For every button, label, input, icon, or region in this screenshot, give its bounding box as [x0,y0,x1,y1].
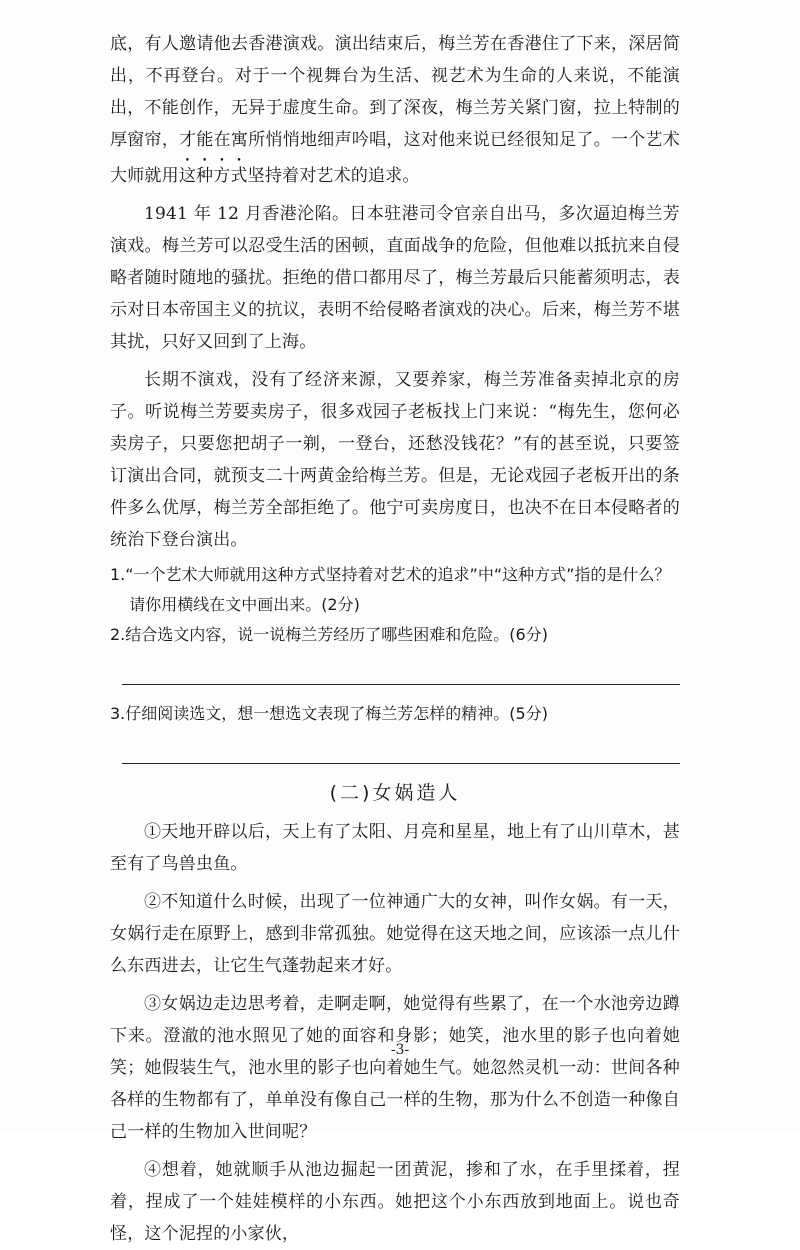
passage-paragraph-2: 1941 年 12 月香港沦陷。日本驻港司令官亲自出马，多次逼迫梅兰芳演戏。梅兰芳可以忍受生活的困顿，直面战争的危险，但他难以抵抗来自侵略者随时随地的骚扰。拒绝的借口都用尽了，梅兰芳最后只能蓄须明志，表示对日本帝国主义的抗议，表明不给侵略者演戏的决心。后来，梅兰芳不堪其扰，只好又回到了上海。 [110,204,680,352]
section-paragraph-2: ②不知道什么时候，出现了一位神通广大的女神，叫作女娲。有一天，女娲行走在原野上，感到非常孤独。她觉得在这天地之间，应该添一点儿什么东西进去，让它生气蓬勃起来才好。 [110,892,680,976]
emphasized-phrase: 这种方式 [178,166,248,186]
question-3: 3.仔细阅读选文，想一想选文表现了梅兰芳怎样的精神。(5分) [110,704,548,723]
question-2: 2.结合选文内容，说一说梅兰芳经历了哪些困难和危险。(6分) [110,625,548,644]
section-title: (二)女娲造人 [329,782,461,804]
page-number: -3- [390,1042,410,1058]
section-paragraph-1: ①天地开辟以后，天上有了太阳、月亮和星星，地上有了山川草木，甚至有了鸟兽虫鱼。 [110,822,680,874]
section-paragraph-3: ③女娲边走边思考着，走啊走啊，她觉得有些累了，在一个水池旁边蹲下来。澄澈的池水照见了她的面容和身影；她笑，池水里的影子也向着她笑；她假装生气，池水里的影子也向着她生气。她忽然灵机一动：世间各种各样的生物都有了，单单没有像自己一样的生物，那为什么不创造一种像自己一样的生物加入世间呢？ [110,994,680,1142]
answer-line-q2[interactable] [122,684,680,685]
answer-line-q3[interactable] [122,763,680,764]
question-1: 1.“一个艺术大师就用这种方式坚持着对艺术的追求”中“这种方式”指的是什么？请你用横线在文中画出来。(2分) [110,565,671,614]
passage-paragraph-1 [110,28,680,192]
section-paragraph-4: ④想着，她就顺手从池边掘起一团黄泥，掺和了水，在手里揉着，捏着，捏成了一个娃娃模样的小东西。她把这个小东西放到地面上。说也奇怪，这个泥捏的小家伙， [110,1160,680,1244]
page-content [110,28,680,1250]
question-block [110,560,680,764]
passage-text: 坚持着对艺术的追求。 [247,166,420,186]
passage-text: 底，有人邀请他去香港演戏。演出结束后，梅兰芳在香港住了下来，深居简出，不再登台。对于一个视舞台为生活、视艺术为生命的人来说，不能演出，不能创作，无异于虚度生命。到了深夜，梅兰芳关紧门窗，拉上特制的厚窗帘，才能在寓所悄悄地细声吟唱，这对他来说已经很知足了。一个艺术大师就用 [110,34,680,186]
passage-paragraph-3: 长期不演戏，没有了经济来源，又要养家，梅兰芳准备卖掉北京的房子。听说梅兰芳要卖房子，很多戏园子老板找上门来说：“梅先生，您何必卖房子，只要您把胡子一剃，一登台，还愁没钱花？”有的甚至说，只要签订演出合同，就预支二十两黄金给梅兰芳。但是，无论戏园子老板开出的条件多么优厚，梅兰芳全部拒绝了。他宁可卖房度日，也决不在日本侵略者的统治下登台演出。 [110,370,680,550]
